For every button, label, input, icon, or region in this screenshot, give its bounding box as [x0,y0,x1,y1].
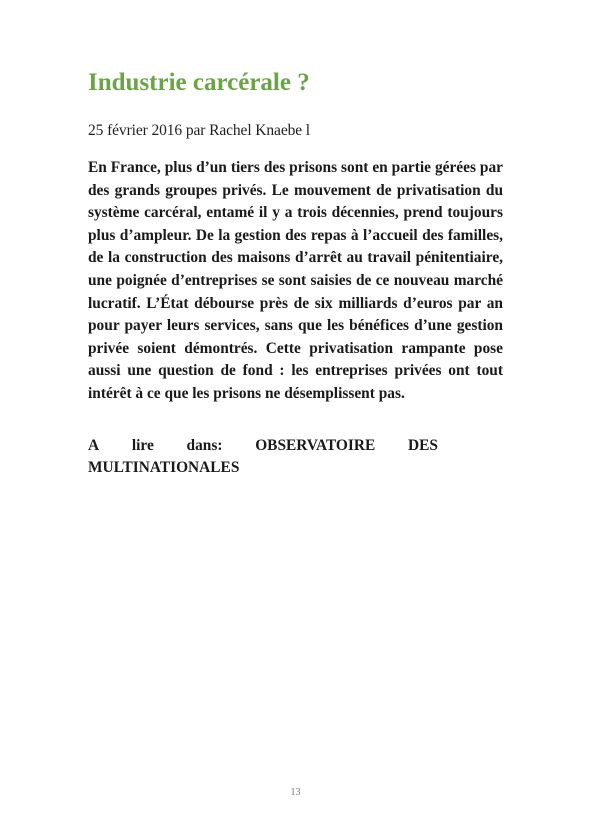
read-more-line-2 [88,457,438,479]
page-number: 13 [290,787,301,798]
read-more-word-lire: lire [131,437,154,454]
article-body: En France, plus d’un tiers des prisons sont en partie gérées par des grands groupes privés. Le mouvement de privatisation du système carcéral, entamé il y a trois décennies, prend toujours plus d’ampleur. De la gestion des repas à l’accueil des familles, de la construction des maisons d’arrêt au travail pénitentiaire, une poignée d’entreprises se sont saisies de ce nouveau marché lucratif. L’État débourse près de six milliards d’euros par an pour payer leurs services, sans que les bénéfices d’une gestion privée soient démontrés. Cette privatisation rampante pose aussi une question de fond : les entreprises privées ont tout intérêt à ce que les prisons ne désemplissent pas. [88,159,503,402]
read-more-line-1 [88,435,438,457]
source-name-part-3: MULTINATIONALES [88,459,240,476]
read-more-source [88,435,438,479]
source-name-part-2: DES [408,437,438,454]
article-byline: 25 février 2016 par Rachel Knaebe l [88,122,311,139]
read-more-word-dans: dans: [186,437,223,454]
source-name-part-1: OBSERVATOIRE [255,437,376,454]
read-more-word-a: A [88,437,100,454]
article-title: Industrie carcérale ? [88,69,310,96]
